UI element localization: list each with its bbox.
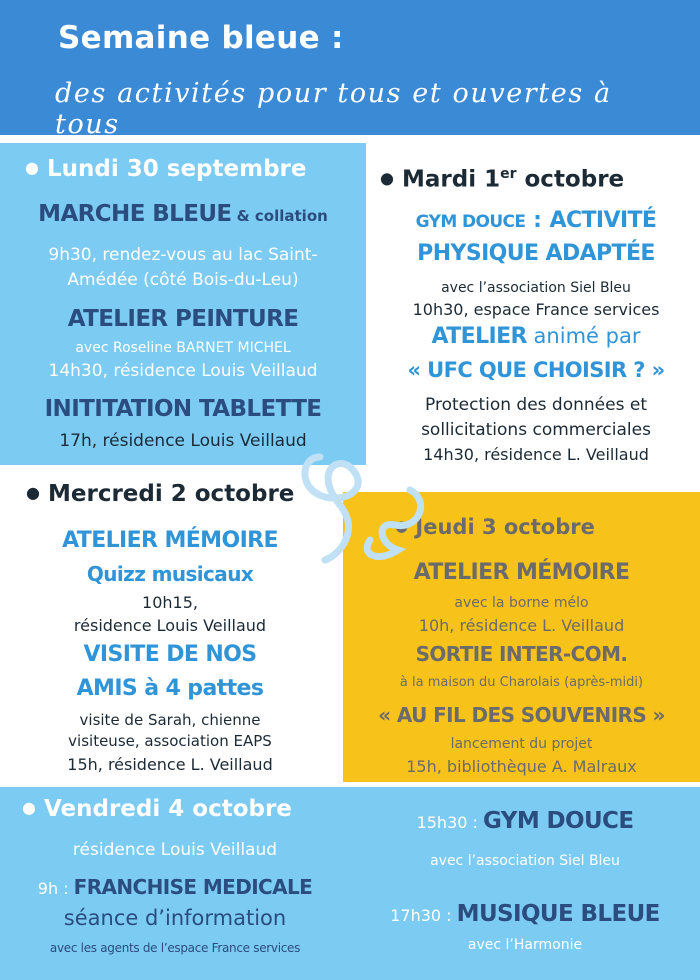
tuesday-atelier — [372, 324, 700, 349]
franchise-line — [0, 875, 350, 899]
franchise-title: FRANCHISE MEDICALE — [73, 875, 313, 899]
monday-heading — [25, 156, 306, 182]
page-subtitle: des activités pour tous et ouvertes à tous — [55, 78, 612, 140]
tuesday-day-prefix: Mardi 1 — [401, 166, 501, 193]
peinture-when: 14h30, résidence Louis Veillaud — [48, 361, 318, 381]
gym-prefix: GYM DOUCE — [415, 212, 526, 232]
tablette-title: INITITATION TABLETTE — [44, 396, 322, 422]
monday-day: Lundi 30 septembre — [46, 156, 307, 182]
peinture-title: ATELIER PEINTURE — [67, 306, 299, 332]
souvenirs-title: « AU FIL DES SOUVENIRS » — [378, 703, 665, 727]
thu-memoire-with: avec la borne mélo — [454, 595, 589, 611]
musique-line — [350, 901, 700, 927]
peinture-with: avec Roseline BARNET MICHEL — [75, 340, 291, 356]
thu-memoire-when: 10h, résidence L. Veillaud — [418, 616, 625, 635]
gym-when: 10h30, espace France services — [412, 300, 660, 319]
quizz-title: Quizz musicaux — [86, 562, 254, 586]
atelier-word: ATELIER — [431, 324, 527, 349]
tuesday-day-sup: er — [500, 166, 517, 182]
ribbon-icon — [280, 445, 440, 585]
friday-place: résidence Louis Veillaud — [72, 840, 278, 860]
bullet-icon: ● — [380, 168, 394, 188]
page-title: Semaine bleue : — [58, 20, 344, 56]
wed-memoire-title: ATELIER MÉMOIRE — [62, 528, 278, 553]
atelier-rest: animé par — [526, 324, 641, 348]
musique-title: MUSIQUE BLEUE — [456, 901, 660, 927]
friday-day: Vendredi 4 octobre — [43, 796, 292, 822]
ufc-title: « UFC QUE CHOISIR ? » — [407, 358, 665, 382]
bullet-icon: ● — [25, 158, 39, 177]
visite-desc1: visite de Sarah, chienne — [79, 711, 261, 729]
visite-title1: VISITE DE NOS — [83, 642, 257, 667]
gym-title2: PHYSIQUE ADAPTÉE — [417, 241, 655, 266]
musique-with: avec l’Harmonie — [467, 937, 583, 953]
souvenirs-desc: lancement du projet — [450, 736, 593, 752]
visite-desc2: visiteuse, association EAPS — [68, 732, 272, 750]
thu-memoire-title: ATELIER MÉMOIRE — [413, 560, 630, 585]
monday-marche — [0, 201, 366, 227]
franchise-sub: séance d’information — [63, 906, 287, 930]
sortie-title: SORTIE INTER-COM. — [415, 642, 628, 666]
thursday-day: Jeudi 3 octobre — [415, 515, 595, 539]
souvenirs-when: 15h, bibliothèque A. Malraux — [406, 757, 637, 776]
sortie-place: à la maison du Charolais (après-midi) — [399, 675, 644, 690]
quizz-time: 10h15, — [142, 593, 198, 612]
tuesday-day-suffix: octobre — [516, 166, 625, 193]
wednesday-day: Mercredi 2 octobre — [47, 481, 295, 507]
marche-title: MARCHE BLEUE — [38, 201, 232, 227]
protect-when: 14h30, résidence L. Veillaud — [423, 445, 649, 464]
gym-title1: ACTIVITÉ — [549, 208, 657, 233]
tuesday-gym — [372, 208, 700, 233]
bullet-icon: ● — [395, 517, 409, 535]
wednesday-heading — [26, 481, 294, 507]
gym-with: avec l’association Siel Bleu — [441, 280, 631, 296]
visite-title2: AMIS à 4 pattes — [76, 676, 264, 701]
gym-sep: : — [525, 208, 550, 233]
fri-gym-line — [350, 808, 700, 834]
bullet-icon: ● — [22, 798, 36, 817]
marche-suffix: & collation — [236, 207, 328, 225]
franchise-time: 9h : — [37, 879, 69, 898]
marche-line1: 9h30, rendez-vous au lac Saint- — [48, 245, 318, 265]
musique-time: 17h30 : — [390, 906, 452, 925]
tuesday-heading — [380, 166, 624, 193]
tablette-when: 17h, résidence Louis Veillaud — [59, 431, 307, 451]
friday-heading — [22, 796, 292, 822]
marche-line2: Amédée (côté Bois-du-Leu) — [67, 270, 299, 290]
protect-line2: sollicitations commerciales — [421, 420, 651, 440]
protect-line1: Protection des données et — [425, 395, 647, 415]
fri-gym-time: 15h30 : — [416, 813, 478, 832]
fri-gym-with: avec l’association Siel Bleu — [430, 853, 620, 869]
bullet-icon: ● — [26, 483, 40, 502]
fri-gym-title: GYM DOUCE — [483, 808, 634, 834]
visite-when: 15h, résidence L. Veillaud — [67, 755, 273, 774]
quizz-place: résidence Louis Veillaud — [73, 616, 267, 635]
franchise-with: avec les agents de l’espace France services — [49, 941, 301, 955]
